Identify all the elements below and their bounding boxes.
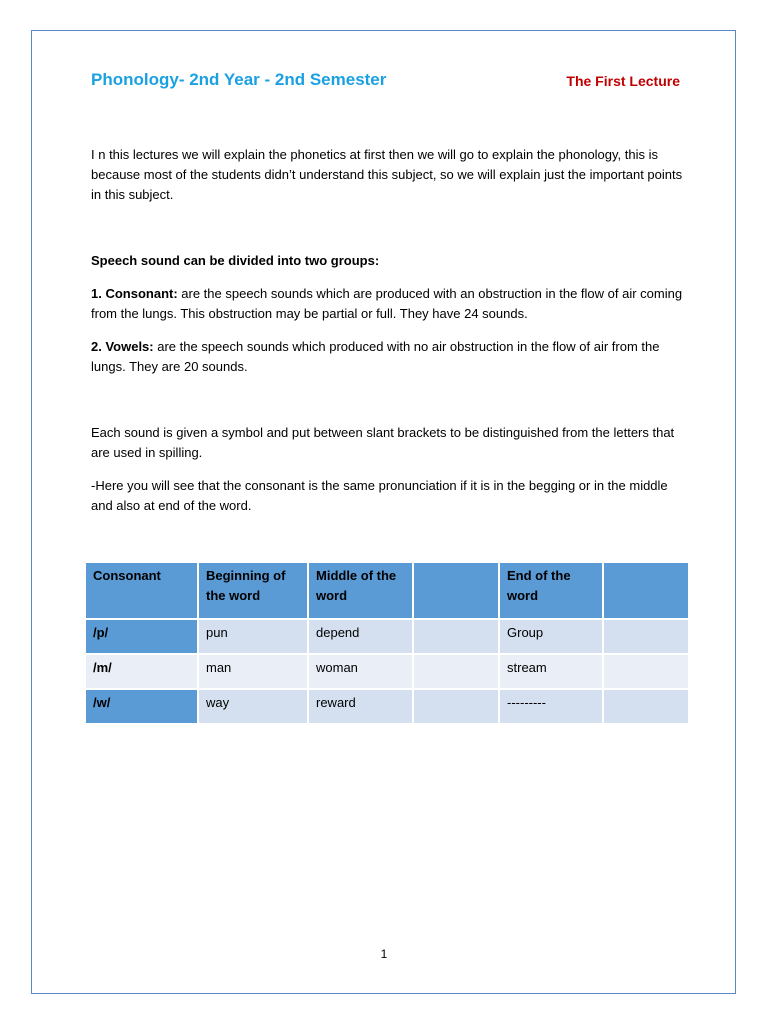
table-cell: woman	[308, 654, 413, 689]
consonant-term: 1. Consonant:	[91, 286, 178, 301]
header-consonant: Consonant	[85, 562, 198, 619]
table-cell	[603, 654, 689, 689]
vowels-paragraph	[91, 337, 691, 377]
table-row	[85, 689, 689, 724]
table-cell: pun	[198, 619, 308, 654]
table-cell-symbol: /p/	[85, 619, 198, 654]
table-cell: depend	[308, 619, 413, 654]
table-cell: reward	[308, 689, 413, 724]
header-empty	[413, 562, 499, 619]
symbol-paragraph: Each sound is given a symbol and put between slant brackets to be distinguished from the letters that are used in spilling.	[91, 425, 675, 460]
table-cell: ---------	[499, 689, 603, 724]
table-cell: way	[198, 689, 308, 724]
document-title: Phonology- 2nd Year - 2nd Semester	[91, 70, 387, 89]
table-cell-symbol: /m/	[85, 654, 198, 689]
page-number: 1	[380, 947, 388, 961]
header-end: End of the word	[499, 562, 603, 619]
pronunciation-paragraph: -Here you will see that the consonant is the same pronunciation if it is in the begging or in the middle and also at end of the word.	[91, 478, 668, 513]
table-cell	[603, 619, 689, 654]
vowels-definition: are the speech sounds which produced with no air obstruction in the flow of air from the lungs. They are 20 sounds.	[91, 339, 660, 374]
table-cell: man	[198, 654, 308, 689]
table-cell	[603, 689, 689, 724]
table-cell	[413, 689, 499, 724]
table-cell	[413, 619, 499, 654]
table-cell	[413, 654, 499, 689]
table-row	[85, 619, 689, 654]
header-middle: Middle of the word	[308, 562, 413, 619]
header-empty	[603, 562, 689, 619]
consonant-paragraph	[91, 284, 691, 324]
consonant-definition: are the speech sounds which are produced with an obstruction in the flow of air coming from the lungs. This obstruction may be partial or full. They have 24 sounds.	[91, 286, 683, 321]
header-beginning: Beginning of the word	[198, 562, 308, 619]
intro-paragraph: I n this lectures we will explain the phonetics at first then we will go to explain the phonology, this is because most of the students didn’t understand this subject, so we will explain just the important points in this subject.	[91, 147, 683, 202]
table-cell-symbol: /w/	[85, 689, 198, 724]
table-cell: Group	[499, 619, 603, 654]
groups-heading: Speech sound can be divided into two groups:	[91, 253, 380, 268]
table-row	[85, 654, 689, 689]
table-header-row	[85, 562, 689, 619]
table-cell: stream	[499, 654, 603, 689]
lecture-label: The First Lecture	[566, 73, 680, 89]
vowels-term: 2. Vowels:	[91, 339, 154, 354]
consonant-table	[84, 561, 690, 725]
